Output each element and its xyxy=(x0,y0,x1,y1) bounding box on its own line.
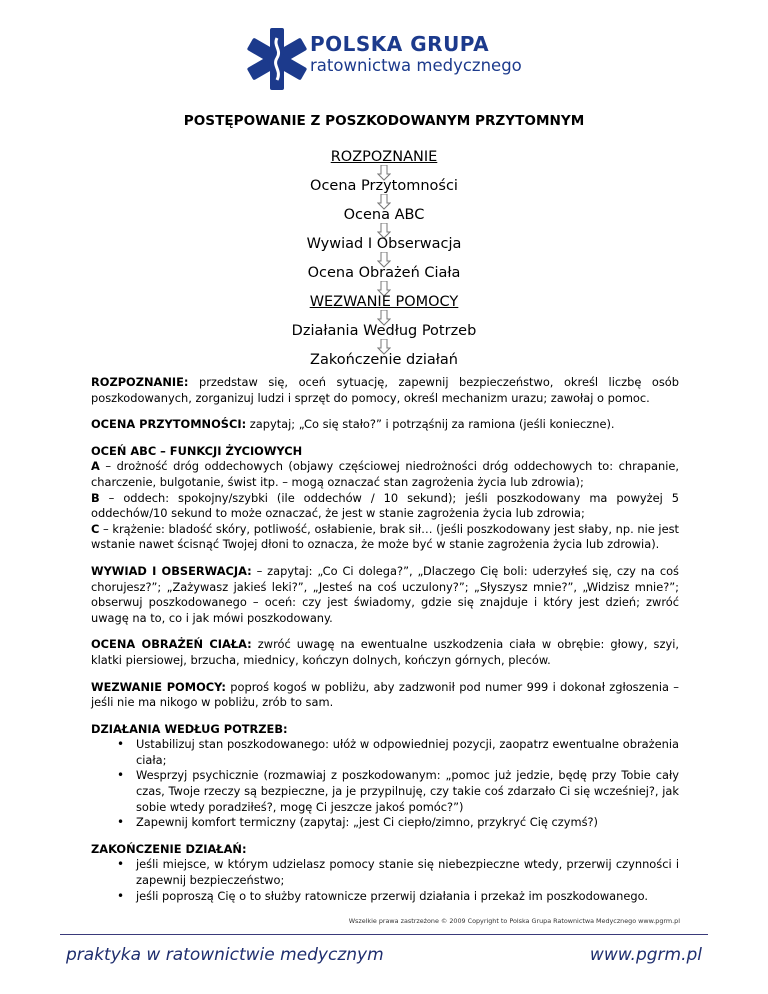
section-obrazenia xyxy=(91,637,679,668)
bullet-list xyxy=(91,737,679,831)
abc-a-label: A xyxy=(91,459,100,474)
section-text: przedstaw się, oceń sytuację, zapewnij bezpieczeństwo, określ liczbę osób poszkodowanych, zorganizuj ludzi i sprzęt do pomocy, określ mechanizm urazu; zawołaj o pomoc. xyxy=(91,375,679,405)
footer-tagline: praktyka w ratownictwie medycznym xyxy=(66,945,384,965)
section-text: – zapytaj: „Co Ci dolega?”, „Dlaczego Cię boli: uderzyłeś się, czy na coś chorujesz?”; „Zażywasz jakieś leki?”, „Jesteś na coś uczulony?”; „Słyszysz mnie?”, „Widzisz mnie?”; obserwuj poszkodowanego – oceń: czy jest świadomy, gdzie się znajduje i który jest dzień; zwróć uwagę na to, co i jak mówi poszkodowany. xyxy=(91,563,679,625)
abc-c-text: – krążenie: bladość skóry, potliwość, osłabienie, brak sił… (jeśli poszkodowany jest słaby, np. nie jest wstanie nawet ścisnąć Twojej dłoni to oznacza, że może być w stanie zagrożenia życia lub zdrowia). xyxy=(91,521,679,552)
star-of-life-icon xyxy=(246,24,308,94)
section-wezwanie xyxy=(91,680,679,711)
abc-a-text: – drożność dróg oddechowych (objawy częściowej niedrożności dróg oddechowych to: chrapanie, charczenie, bulgotanie, świst itp. – mogą oznaczać stan zagrożenia życia lub zdrowia); xyxy=(91,459,679,489)
section-zakonczenie xyxy=(91,842,679,904)
flow-step: Działania Według Potrzeb xyxy=(291,323,477,339)
instructions-body xyxy=(91,375,679,915)
section-przytomnosc xyxy=(91,417,679,433)
footer-website: www.pgrm.pl xyxy=(589,945,702,965)
flow-step: WEZWANIE POMOCY xyxy=(309,294,459,310)
brand-subtitle: ratownictwa medycznego xyxy=(310,56,522,75)
flow-step: Wywiad I Obserwacja xyxy=(306,236,462,252)
flow-step: Ocena Przytomności xyxy=(310,178,458,194)
flow-step: ROZPOZNANIE xyxy=(330,149,438,165)
section-abc xyxy=(91,444,679,553)
list-item: • Zapewnij komfort termiczny (zapytaj: „jest Ci ciepło/zimno, przykryć Cię czymś?) xyxy=(91,815,679,831)
section-wywiad xyxy=(91,564,679,626)
list-item: • jeśli poproszą Cię o to służby ratownicze przerwij działania i przekaż im poszkodowanego. xyxy=(91,889,679,905)
section-heading: WYWIAD I OBSERWACJA: xyxy=(91,563,252,578)
list-item: • Ustabilizuj stan poszkodowanego: ułóż w odpowiedniej pozycji, zaopatrz ewentualne obrażenia ciała; xyxy=(91,737,679,768)
section-heading: ZAKOŃCZENIE DZIAŁAŃ: xyxy=(91,841,247,856)
section-dzialania xyxy=(91,722,679,831)
abc-b-label: B xyxy=(91,490,100,505)
bullet-list xyxy=(91,857,679,904)
list-item: • Wesprzyj psychicznie (rozmawiaj z poszkodowanym: „pomoc już jedzie, będę przy Tobie cały czas, Twoje rzeczy są bezpieczne, ja je przypilnuję, czy takie coś zdarzało Ci się wcześniej?, jak sobie wtedy poradziłeś?, mogę Ci jeszcze jakoś pomóc?”) xyxy=(91,768,679,815)
abc-b-text: – oddech: spokojny/szybki (ile oddechów / 10 sekund); jeśli poszkodowany ma powyżej 5 oddechów/10 sekund to może oznaczać, że jest w stanie zagrożenia życia lub zdrowia; xyxy=(91,490,679,521)
list-item: • jeśli miejsce, w którym udzielasz pomocy stanie się niebezpieczne wtedy, przerwij czynności i zapewnij bezpieczeństwo; xyxy=(91,857,679,888)
flow-step: Zakończenie działań xyxy=(310,352,458,368)
page-title: POSTĘPOWANIE Z POSZKODOWANYM PRZYTOMNYM xyxy=(183,113,585,129)
abc-c-label: C xyxy=(91,521,100,536)
brand-logo xyxy=(246,24,536,94)
section-text: poproś kogoś w pobliżu, aby zadzwonił pod numer 999 i dokonał zgłoszenia – jeśli nie ma nikogo w pobliżu, zrób to sam. xyxy=(91,679,679,710)
section-text: zwróć uwagę na ewentualne uszkodzenia ciała w obrębie: głowy, szyi, klatki piersiowej, brzucha, miednicy, kończyn dolnych, kończyn górnych, pleców. xyxy=(91,637,680,667)
copyright-notice: Wszelkie prawa zastrzeżone © 2009 Copyright to Polska Grupa Ratownictwa Medycznego www.pgrm.pl xyxy=(348,917,680,925)
section-heading: OCENA OBRAŻEŃ CIAŁA: xyxy=(91,637,252,652)
section-heading: ROZPOZNANIE: xyxy=(91,375,189,389)
flow-step: Ocena ABC xyxy=(343,207,425,223)
section-heading: OCEŃ ABC – FUNKCJI ŻYCIOWYCH xyxy=(91,443,303,458)
brand-name: POLSKA GRUPA xyxy=(310,32,490,56)
section-text: zapytaj; „Co się stało?” i potrząśnij za ramiona (jeśli konieczne). xyxy=(246,417,615,432)
section-heading: OCENA PRZYTOMNOŚCI: xyxy=(91,417,247,432)
section-heading: DZIAŁANIA WEDŁUG POTRZEB: xyxy=(91,721,288,736)
flow-step: Ocena Obrażeń Ciała xyxy=(307,265,461,281)
footer-divider xyxy=(60,934,708,935)
section-heading: WEZWANIE POMOCY: xyxy=(91,679,226,694)
section-rozpoznanie xyxy=(91,375,679,406)
